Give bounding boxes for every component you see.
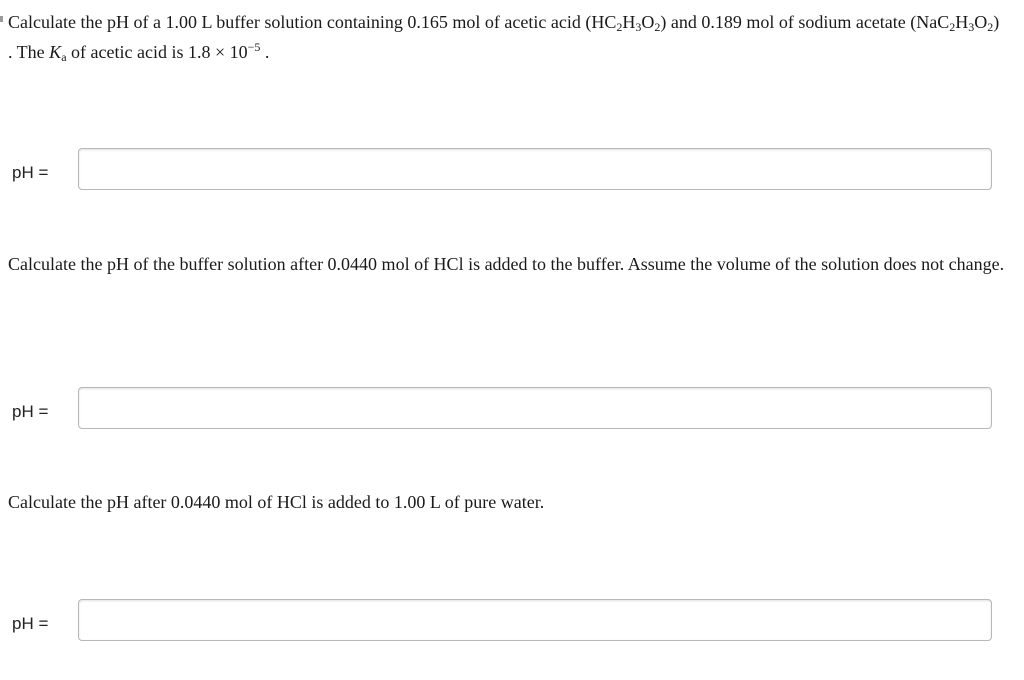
q1-text-part: O — [974, 12, 988, 32]
ka-subscript: a — [61, 50, 67, 64]
ph-answer-input-2[interactable] — [78, 387, 992, 429]
q1-text-part: O — [641, 12, 655, 32]
question-1-text — [8, 7, 1008, 67]
q1-text-part: ) and 0.189 mol of sodium acetate (NaC — [660, 12, 950, 32]
question-bullet-marker — [0, 16, 3, 22]
ph-label-1: pH = — [12, 163, 49, 182]
ph-label-3: pH = — [12, 614, 49, 633]
q1-subscript: 2 — [654, 20, 661, 34]
q1-subscript: 3 — [968, 20, 975, 34]
q1-text-part: H — [955, 12, 969, 32]
ph-answer-input-1[interactable] — [78, 148, 992, 190]
question-3-text: Calculate the pH after 0.0440 mol of HCl is added to 1.00 L of pure water. — [8, 492, 545, 512]
ph-answer-input-3[interactable] — [78, 599, 992, 641]
ka-exponent: −5 — [247, 40, 261, 54]
q1-text-part: . — [260, 42, 270, 62]
q1-subscript: 3 — [635, 20, 642, 34]
ka-symbol: K — [49, 42, 62, 62]
ph-label-2: pH = — [12, 402, 49, 421]
q1-text-part: Calculate the pH of a 1.00 L buffer solution containing 0.165 mol of acetic acid (HC — [8, 12, 617, 32]
q1-subscript: 2 — [616, 20, 623, 34]
q1-text-part: of acetic acid is 1.8 × 10 — [66, 42, 248, 62]
q1-subscript: 2 — [949, 20, 956, 34]
question-2-text: Calculate the pH of the buffer solution after 0.0440 mol of HCl is added to the buffer. Assume the volume of the solution does not change. — [8, 254, 1005, 274]
q1-text-part: H — [622, 12, 636, 32]
q1-text-part: ) . The — [8, 12, 1000, 62]
q1-subscript: 2 — [987, 20, 994, 34]
